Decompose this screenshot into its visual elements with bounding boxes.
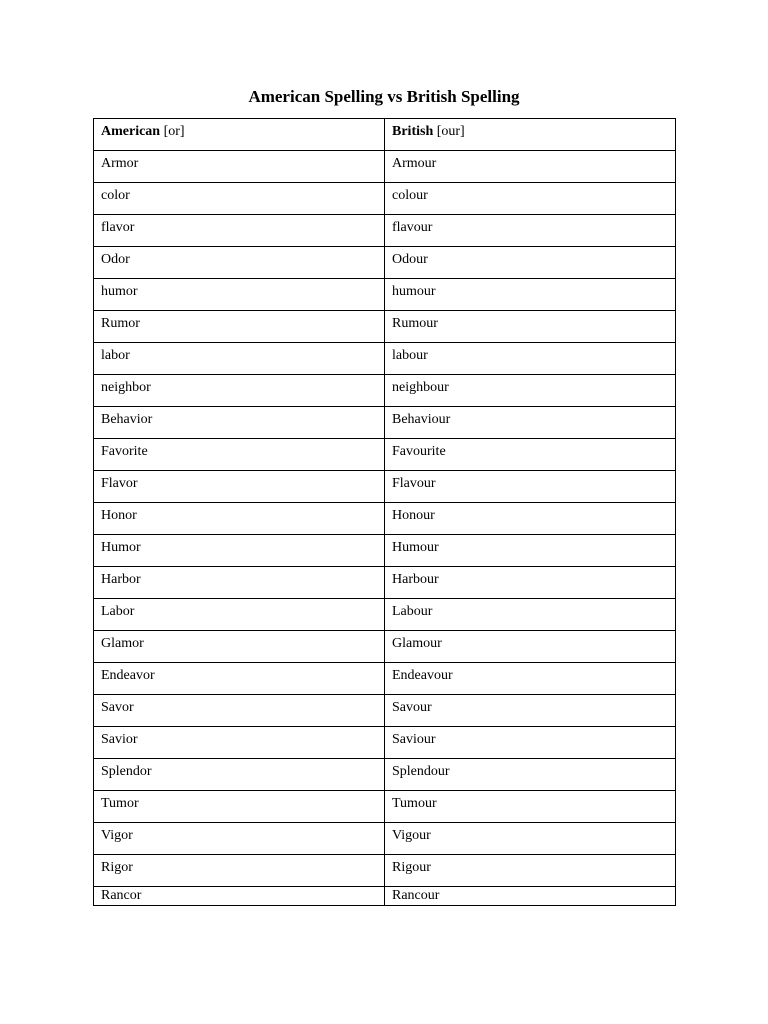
cell-american bbox=[94, 791, 385, 823]
cell-american bbox=[94, 663, 385, 695]
british-spelling: Labour bbox=[392, 604, 433, 619]
cell-british bbox=[385, 311, 676, 343]
cell-british bbox=[385, 823, 676, 855]
british-spelling: Vigour bbox=[392, 828, 431, 843]
british-spelling: Rigour bbox=[392, 860, 431, 875]
cell-american bbox=[94, 823, 385, 855]
british-spelling: Honour bbox=[392, 508, 435, 523]
cell-american bbox=[94, 535, 385, 567]
spelling-table bbox=[93, 118, 676, 906]
cell-american bbox=[94, 183, 385, 215]
cell-british bbox=[385, 855, 676, 887]
cell-american bbox=[94, 343, 385, 375]
british-spelling: Saviour bbox=[392, 732, 436, 747]
table-row bbox=[94, 535, 676, 567]
cell-british bbox=[385, 375, 676, 407]
cell-american bbox=[94, 695, 385, 727]
american-spelling: flavor bbox=[101, 220, 135, 235]
cell-american bbox=[94, 471, 385, 503]
table-row bbox=[94, 311, 676, 343]
table-row bbox=[94, 503, 676, 535]
american-spelling: Behavior bbox=[101, 412, 153, 427]
header-american bbox=[94, 119, 385, 151]
table-row bbox=[94, 855, 676, 887]
cell-british bbox=[385, 567, 676, 599]
table-row bbox=[94, 599, 676, 631]
american-spelling: Glamor bbox=[101, 636, 144, 651]
table-row bbox=[94, 375, 676, 407]
american-spelling: Honor bbox=[101, 508, 137, 523]
american-spelling: Armor bbox=[101, 156, 139, 171]
cell-american bbox=[94, 727, 385, 759]
cell-british bbox=[385, 759, 676, 791]
cell-american bbox=[94, 279, 385, 311]
table-row bbox=[94, 471, 676, 503]
british-spelling: Endeavour bbox=[392, 668, 453, 683]
american-spelling: Harbor bbox=[101, 572, 141, 587]
american-spelling: neighbor bbox=[101, 380, 151, 395]
cell-british bbox=[385, 631, 676, 663]
cell-american bbox=[94, 759, 385, 791]
cell-british bbox=[385, 727, 676, 759]
table-row bbox=[94, 663, 676, 695]
table-row bbox=[94, 823, 676, 855]
cell-british bbox=[385, 791, 676, 823]
table-row bbox=[94, 183, 676, 215]
table-row bbox=[94, 791, 676, 823]
cell-american bbox=[94, 631, 385, 663]
british-spelling: Harbour bbox=[392, 572, 439, 587]
american-spelling: humor bbox=[101, 284, 138, 299]
british-spelling: Glamour bbox=[392, 636, 442, 651]
cell-american bbox=[94, 311, 385, 343]
header-british-label: British bbox=[392, 124, 434, 139]
cell-british bbox=[385, 343, 676, 375]
american-spelling: Savior bbox=[101, 732, 138, 747]
cell-british bbox=[385, 439, 676, 471]
cell-british bbox=[385, 215, 676, 247]
table-row bbox=[94, 695, 676, 727]
american-spelling: Splendor bbox=[101, 764, 152, 779]
cell-british bbox=[385, 183, 676, 215]
table-row bbox=[94, 247, 676, 279]
table-row bbox=[94, 407, 676, 439]
header-british-text bbox=[392, 119, 465, 141]
american-spelling: Rumor bbox=[101, 316, 140, 331]
american-spelling: Odor bbox=[101, 252, 130, 267]
british-spelling: Odour bbox=[392, 252, 428, 267]
table-row bbox=[94, 343, 676, 375]
american-spelling: Savor bbox=[101, 700, 134, 715]
british-spelling: Behaviour bbox=[392, 412, 451, 427]
header-american-suffix: [or] bbox=[160, 124, 185, 139]
table-row bbox=[94, 439, 676, 471]
table-row bbox=[94, 887, 676, 906]
table-body bbox=[94, 119, 676, 906]
british-spelling: Rumour bbox=[392, 316, 438, 331]
american-spelling: Humor bbox=[101, 540, 141, 555]
cell-british bbox=[385, 663, 676, 695]
cell-american bbox=[94, 215, 385, 247]
american-spelling: Tumor bbox=[101, 796, 139, 811]
american-spelling: Favorite bbox=[101, 444, 148, 459]
cell-british bbox=[385, 503, 676, 535]
british-spelling: Savour bbox=[392, 700, 432, 715]
british-spelling: humour bbox=[392, 284, 436, 299]
table-row bbox=[94, 631, 676, 663]
table-row bbox=[94, 727, 676, 759]
table-row bbox=[94, 151, 676, 183]
british-spelling: neighbour bbox=[392, 380, 449, 395]
british-spelling: colour bbox=[392, 188, 428, 203]
cell-british bbox=[385, 407, 676, 439]
cell-british bbox=[385, 151, 676, 183]
cell-british bbox=[385, 535, 676, 567]
american-spelling: color bbox=[101, 188, 130, 203]
header-british-suffix: [our] bbox=[433, 124, 465, 139]
british-spelling: flavour bbox=[392, 220, 433, 235]
cell-american bbox=[94, 887, 385, 906]
american-spelling: Flavor bbox=[101, 476, 138, 491]
british-spelling: Splendour bbox=[392, 764, 450, 779]
cell-british bbox=[385, 471, 676, 503]
american-spelling: Labor bbox=[101, 604, 135, 619]
cell-british bbox=[385, 279, 676, 311]
table-row bbox=[94, 759, 676, 791]
cell-american bbox=[94, 567, 385, 599]
american-spelling: Rigor bbox=[101, 860, 133, 875]
header-american-text bbox=[101, 119, 185, 141]
header-american-label: American bbox=[101, 124, 161, 139]
cell-american bbox=[94, 375, 385, 407]
cell-american bbox=[94, 855, 385, 887]
british-spelling: Armour bbox=[392, 156, 437, 171]
cell-british bbox=[385, 695, 676, 727]
cell-british bbox=[385, 887, 676, 906]
british-spelling: Favourite bbox=[392, 444, 446, 459]
cell-american bbox=[94, 503, 385, 535]
american-spelling: labor bbox=[101, 348, 130, 363]
table-row bbox=[94, 215, 676, 247]
table-row bbox=[94, 279, 676, 311]
american-spelling: Endeavor bbox=[101, 668, 155, 683]
cell-american bbox=[94, 151, 385, 183]
american-spelling: Rancor bbox=[101, 888, 142, 903]
cell-american bbox=[94, 439, 385, 471]
table-row bbox=[94, 567, 676, 599]
cell-american bbox=[94, 247, 385, 279]
cell-british bbox=[385, 247, 676, 279]
cell-american bbox=[94, 599, 385, 631]
cell-british bbox=[385, 599, 676, 631]
british-spelling: Tumour bbox=[392, 796, 437, 811]
cell-american bbox=[94, 407, 385, 439]
british-spelling: labour bbox=[392, 348, 428, 363]
table-header-row bbox=[94, 119, 676, 151]
british-spelling: Rancour bbox=[392, 888, 440, 903]
header-british bbox=[385, 119, 676, 151]
british-spelling: Humour bbox=[392, 540, 439, 555]
british-spelling: Flavour bbox=[392, 476, 436, 491]
american-spelling: Vigor bbox=[101, 828, 133, 843]
document-title: American Spelling vs British Spelling bbox=[248, 87, 520, 106]
